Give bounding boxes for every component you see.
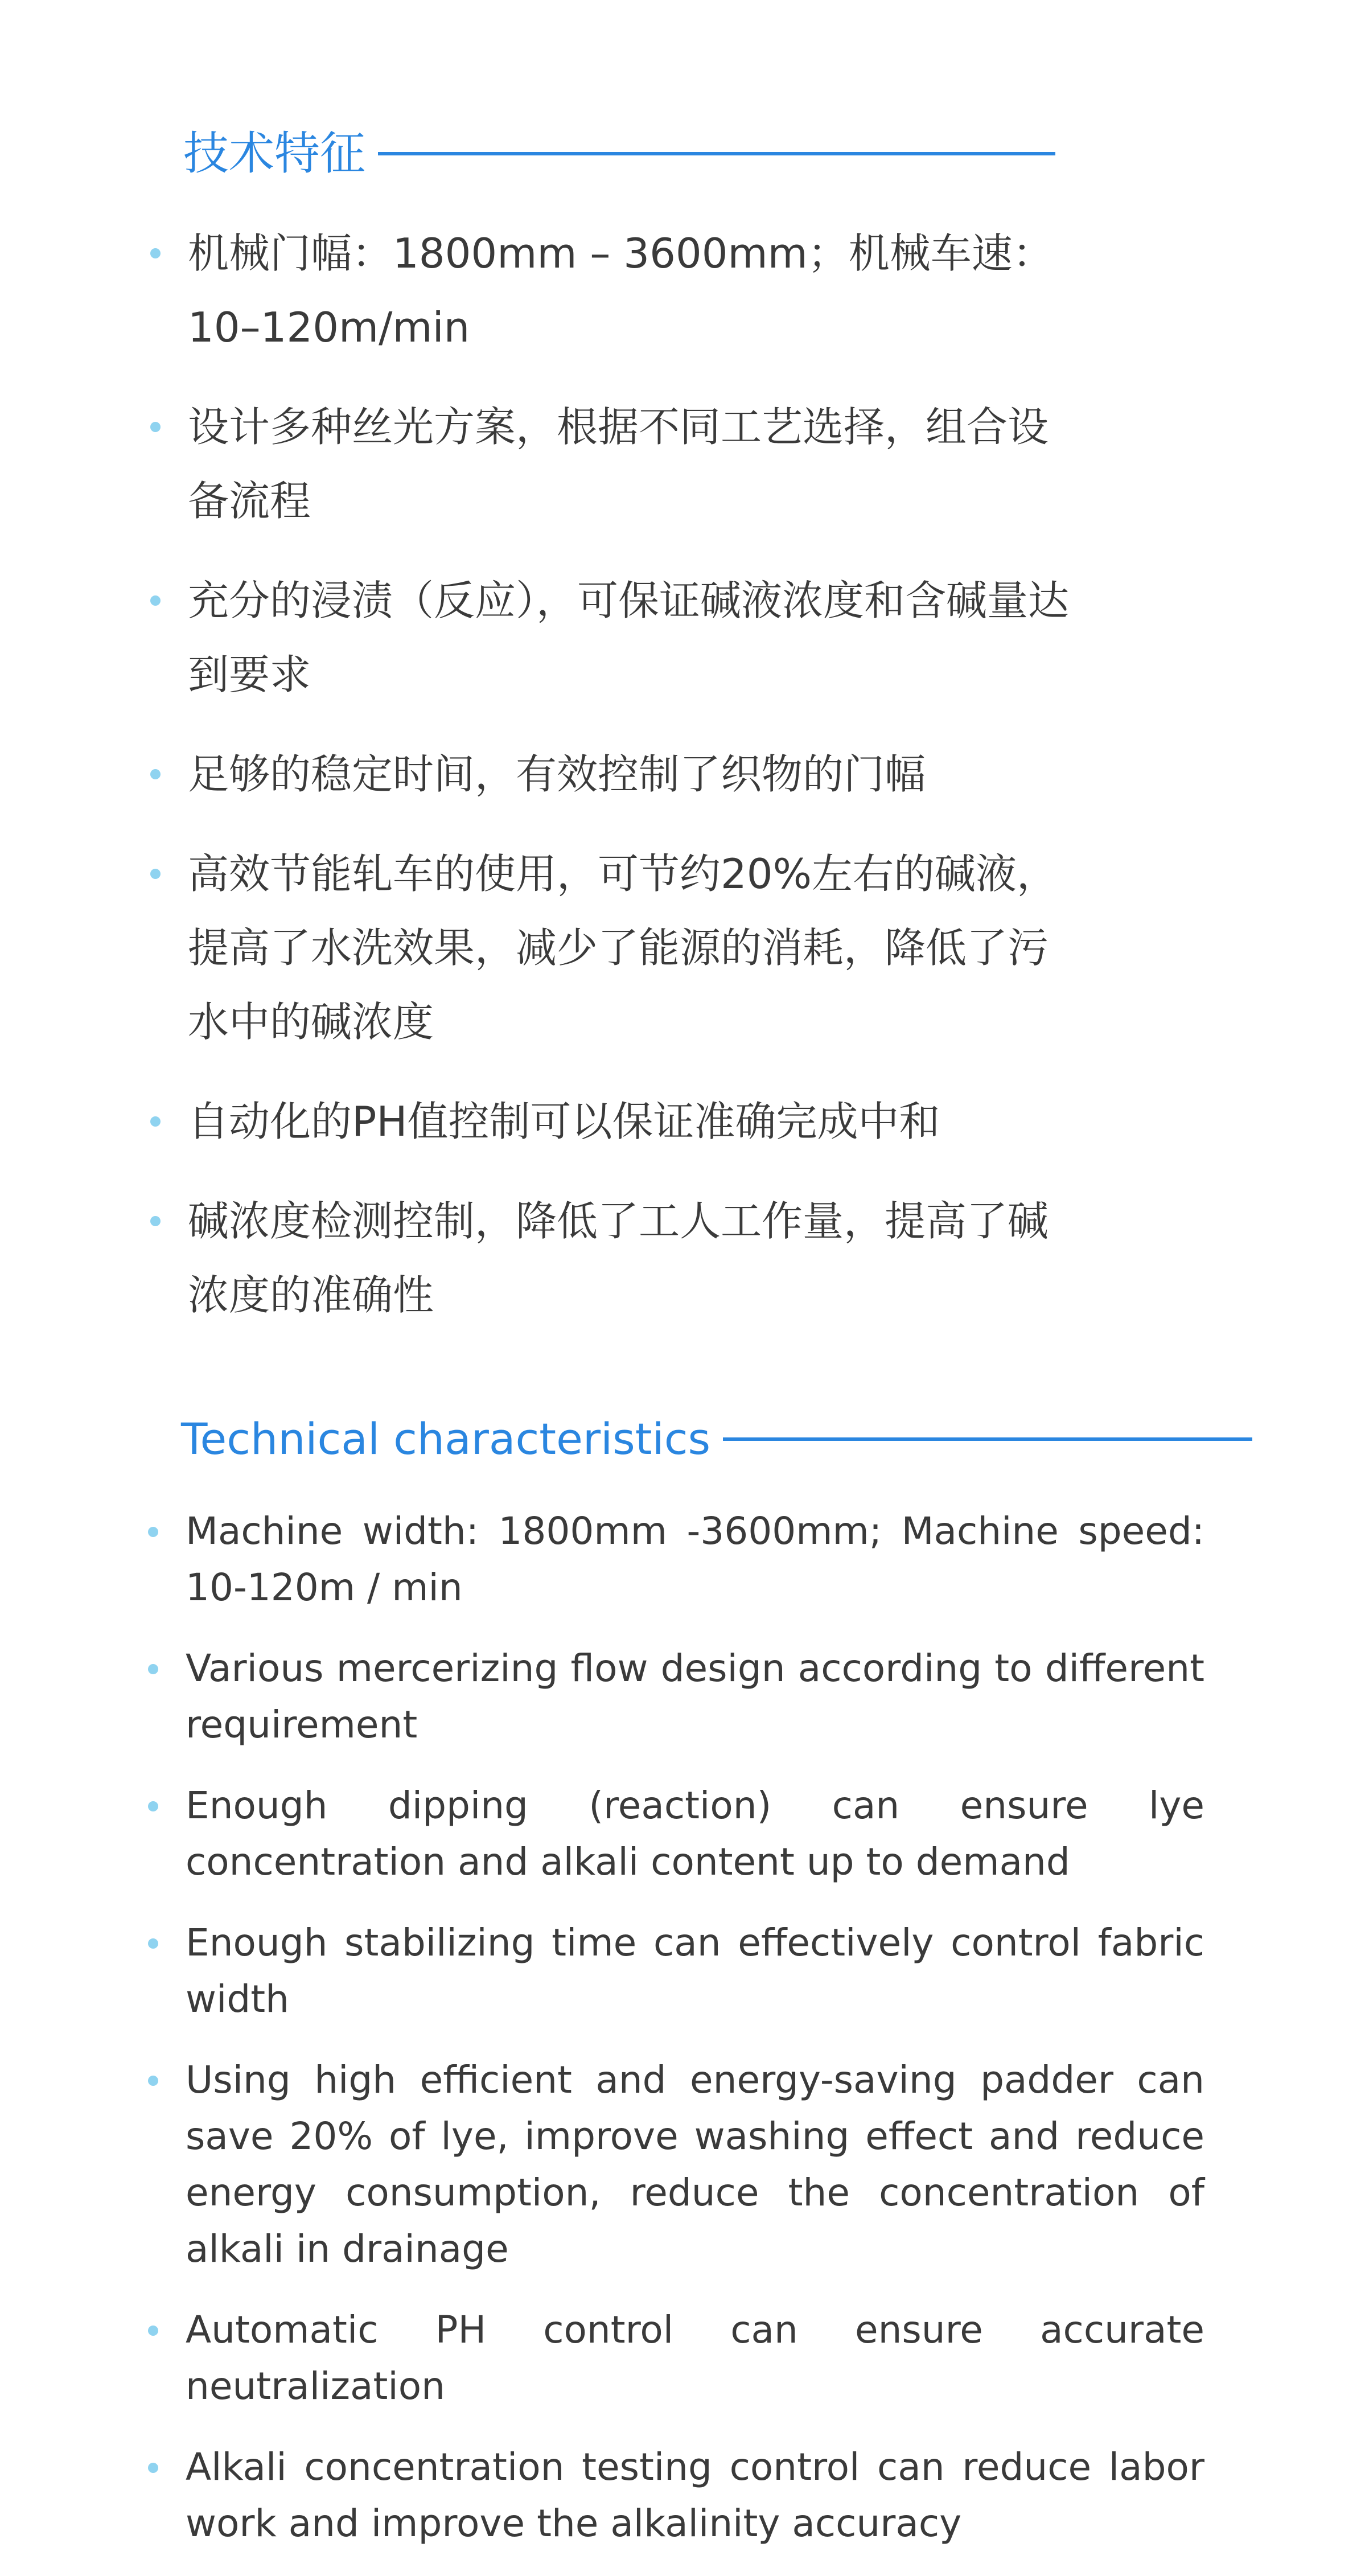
list-item bbox=[188, 1184, 1087, 1332]
list-item bbox=[188, 216, 1087, 364]
list-item bbox=[188, 564, 1087, 712]
bullet-dot-icon bbox=[150, 1116, 161, 1127]
list-item-text: Various mercerizing flow design according to different requirement bbox=[186, 1646, 1204, 1747]
cn-section-title: 技术特征 bbox=[183, 127, 365, 180]
en-heading bbox=[181, 1414, 1252, 1464]
bullet-dot-icon bbox=[150, 595, 161, 606]
bullet-dot-icon bbox=[150, 769, 161, 779]
list-item-text: 机械门幅：1800mm – 3600mm；机械车速：10–120m/min bbox=[188, 229, 1054, 351]
list-item-text: 足够的稳定时间，有效控制了织物的门幅 bbox=[188, 750, 926, 798]
list-item-text: Machine width: 1800mm -3600mm; Machine speed: 10-120m / min bbox=[186, 1509, 1204, 1609]
list-item-text: Enough dipping (reaction) can ensure lye concentration and alkali content up to demand bbox=[186, 1784, 1204, 1884]
list-item bbox=[186, 1777, 1204, 1890]
cn-feature-list bbox=[188, 216, 1087, 1358]
list-item bbox=[188, 737, 1087, 811]
bullet-dot-icon bbox=[150, 248, 161, 258]
list-item bbox=[188, 390, 1087, 538]
bullet-dot-icon bbox=[148, 1527, 158, 1537]
list-item-text: 碱浓度检测控制，降低了工人工作量，提高了碱浓度的准确性 bbox=[188, 1197, 1049, 1319]
bullet-dot-icon bbox=[150, 869, 161, 879]
list-item-text: Enough stabilizing time can effectively control fabric width bbox=[186, 1921, 1204, 2021]
bullet-dot-icon bbox=[150, 422, 161, 432]
list-item bbox=[186, 1914, 1204, 2027]
list-item-text: Using high efficient and energy-saving padder can save 20% of lye, improve washing effect and reduce energy consumption, reduce the concentration of alkali in drainage bbox=[186, 2058, 1204, 2271]
heading-divider bbox=[723, 1437, 1252, 1441]
list-item bbox=[186, 2439, 1204, 2552]
list-item-text: 设计多种丝光方案，根据不同工艺选择，组合设备流程 bbox=[188, 403, 1049, 525]
cn-heading bbox=[183, 127, 1055, 180]
list-item bbox=[186, 2302, 1204, 2414]
list-item bbox=[188, 1084, 1087, 1158]
bullet-dot-icon bbox=[148, 1801, 158, 1811]
list-item bbox=[186, 2052, 1204, 2277]
bullet-dot-icon bbox=[148, 2076, 158, 2086]
bullet-dot-icon bbox=[150, 1216, 161, 1226]
bullet-dot-icon bbox=[148, 1938, 158, 1949]
list-item-text: 高效节能轧车的使用，可节约20%左右的碱液，提高了水洗效果，减少了能源的消耗，降低了污水中的碱浓度 bbox=[188, 850, 1058, 1046]
list-item bbox=[186, 1640, 1204, 1753]
en-section-title: Technical characteristics bbox=[181, 1414, 711, 1464]
list-item-text: 自动化的PH值控制可以保证准确完成中和 bbox=[188, 1098, 940, 1145]
list-item-text: Automatic PH control can ensure accurate neutralization bbox=[186, 2308, 1204, 2408]
list-item-text: Alkali concentration testing control can reduce labor work and improve the alkalinity accuracy bbox=[186, 2445, 1204, 2545]
bullet-dot-icon bbox=[148, 2463, 158, 2473]
heading-divider bbox=[378, 152, 1055, 155]
en-feature-list bbox=[186, 1503, 1204, 2576]
bullet-dot-icon bbox=[148, 2326, 158, 2336]
bullet-dot-icon bbox=[148, 1664, 158, 1674]
list-item-text: 充分的浸渍（反应），可保证碱液浓度和含碱量达到要求 bbox=[188, 577, 1070, 699]
list-item bbox=[186, 1503, 1204, 1616]
list-item bbox=[188, 837, 1087, 1059]
